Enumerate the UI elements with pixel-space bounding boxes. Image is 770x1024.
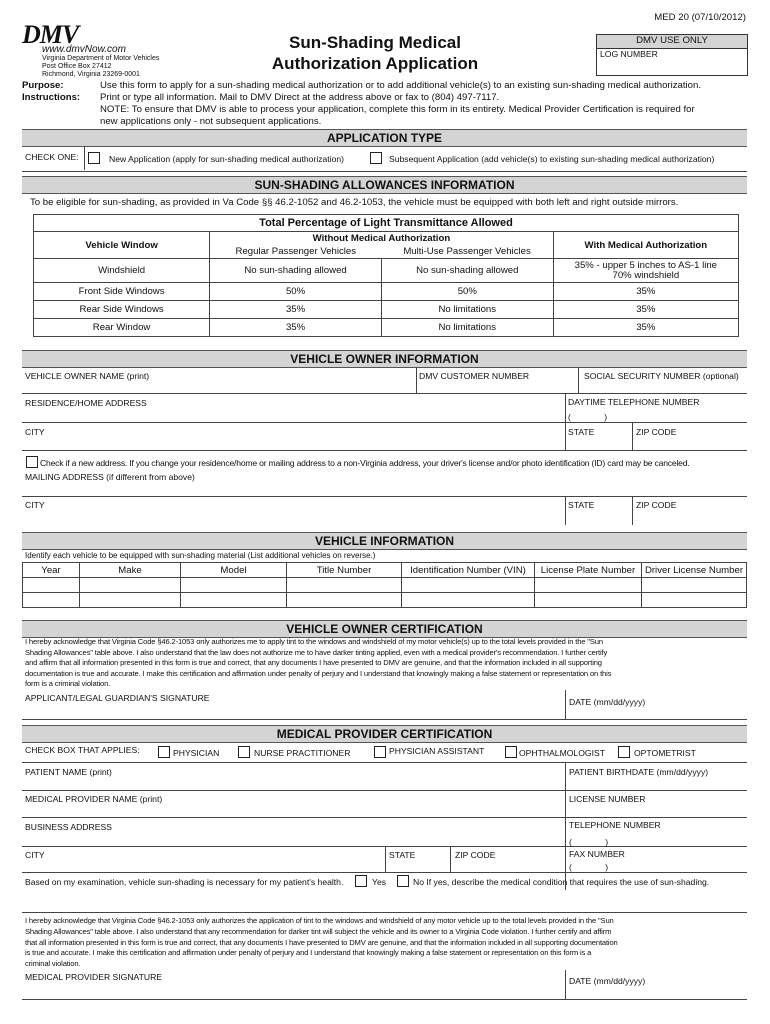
license-number-label: LICENSE NUMBER: [569, 794, 646, 804]
medical-cert-line: that all information presented in this form is true and correct, that any documents I have presented to DMV are genuine, and that the information included in all supporting documentation: [25, 937, 618, 947]
row-with: 35%: [553, 319, 738, 337]
col-model: Model: [181, 563, 287, 578]
instructions-text: Print or type all information. Mail to DMV Direct at the address above or fax to (804) 497-7117.: [100, 92, 500, 103]
log-number-label: LOG NUMBER: [600, 49, 658, 59]
medical-cert-line: criminal violation.: [25, 959, 81, 969]
row-regular: 35%: [210, 319, 382, 337]
provider-date-label: DATE (mm/dd/yyyy): [569, 976, 646, 986]
owner-cert-line: documentation is true and accurate. I make this certification and affirmation under penalty of perjury and I understand that knowingly making a false statement or representation on this: [25, 668, 612, 678]
owner-cert-line: form is a criminal violation.: [25, 679, 111, 689]
physician-assistant-checkbox[interactable]: [374, 746, 386, 758]
col-license-plate: License Plate Number: [535, 563, 642, 578]
row-regular: 50%: [210, 283, 382, 301]
residence-address-label: RESIDENCE/HOME ADDRESS: [25, 398, 147, 408]
state-label: STATE: [568, 427, 595, 437]
row-with-line2: 70% windshield: [612, 269, 680, 281]
agency-name: Virginia Department of Motor Vehicles: [42, 55, 160, 62]
customer-number-label: DMV CUSTOMER NUMBER: [419, 371, 530, 381]
allowances-table: [33, 214, 739, 337]
provider-name-label: MEDICAL PROVIDER NAME (print): [25, 794, 163, 804]
provider-city-label: CITY: [25, 850, 45, 860]
ophthalmologist-label: OPHTHALMOLOGIST: [519, 748, 605, 758]
patient-birthdate-label: PATIENT BIRTHDATE (mm/dd/yyyy): [569, 767, 709, 777]
row-window: Front Side Windows: [34, 283, 210, 301]
agency-address-line1: Post Office Box 27412: [42, 63, 112, 70]
table-row: [34, 301, 739, 319]
allowances-intro: To be eligible for sun-shading, as provided in Va Code §§ 46.2-1052 and 46.2-1053, the vehicle must be equipped with both left and right outside mirrors.: [30, 197, 679, 208]
col-regular-passenger: Regular Passenger Vehicles: [210, 245, 382, 259]
medical-cert-line: is true and accurate. I make this certification and affirmation under penalty of perjury and I understand that knowingly making a false statement or representation on this form is a: [25, 948, 592, 958]
ophthalmologist-checkbox[interactable]: [505, 746, 517, 758]
patient-name-label: PATIENT NAME (print): [25, 767, 112, 777]
row-with: 35%: [553, 283, 738, 301]
daytime-phone-parens[interactable]: ( ): [568, 412, 608, 422]
physician-checkbox[interactable]: [158, 746, 170, 758]
row-window: Rear Side Windows: [34, 301, 210, 319]
check-box-applies-label: CHECK BOX THAT APPLIES:: [25, 745, 140, 755]
vehicle-row[interactable]: [23, 578, 747, 593]
physician-label: PHYSICIAN: [173, 748, 220, 758]
check-one-label: CHECK ONE:: [25, 152, 79, 162]
telephone-label: TELEPHONE NUMBER: [569, 820, 661, 830]
owner-info-header: VEHICLE OWNER INFORMATION: [22, 350, 747, 368]
owner-cert-line: I hereby acknowledge that Virginia Code §46.2-1053 only authorizes me to apply tint to the windows and windshield of my motor vehicle(s) up to the total levels provided in the "Sun: [25, 637, 603, 646]
dmv-logo-mark: DMV: [22, 20, 79, 49]
provider-signature-label: MEDICAL PROVIDER SIGNATURE: [25, 972, 163, 982]
row-multi: No limitations: [381, 319, 553, 337]
row-with-line1: 35% - upper 5 inches to AS-1 line: [574, 259, 718, 271]
title-line2: Authorization Application: [271, 54, 479, 73]
nurse-practitioner-checkbox[interactable]: [238, 746, 250, 758]
col-with-authorization: With Medical Authorization: [553, 232, 738, 259]
owner-name-input[interactable]: [22, 367, 726, 393]
col-title-number: Title Number: [287, 563, 402, 578]
fax-label: FAX NUMBER: [569, 849, 625, 859]
applicant-date-label: DATE (mm/dd/yyyy): [569, 697, 646, 707]
col-without-authorization: Without Medical Authorization: [210, 232, 553, 246]
no-checkbox[interactable]: [397, 875, 409, 887]
provider-zip-label: ZIP CODE: [455, 850, 496, 860]
row-multi: No limitations: [381, 301, 553, 319]
row-multi: No sun-shading allowed: [381, 259, 553, 283]
allowances-table-title: Total Percentage of Light Transmittance Allowed: [34, 215, 739, 232]
mailing-city-label: CITY: [25, 500, 45, 510]
medical-cert-line: Shading Allowances" table above. I also understand that any recommendation for darker tint will subject the vehicle and its owner to a Virginia Code violation. I further certify and affirm: [25, 926, 612, 936]
note-line2: new applications only - not subsequent applications.: [100, 116, 322, 127]
vehicle-table: [22, 562, 747, 608]
owner-cert-text: [25, 637, 750, 690]
dmv-use-only-box: [596, 34, 748, 76]
row-with: [553, 259, 738, 283]
medical-cert-text: [25, 916, 750, 970]
form-number: MED 20 (07/10/2012): [654, 12, 746, 23]
purpose-text: Use this form to apply for a sun-shading medical authorization or to add additional vehicle(s) to an existing sun-shading medical authorization.: [100, 80, 702, 91]
note-line1: NOTE: To ensure that DMV is able to process your application, complete this form in its entirety. Medical Provider Certification is required for: [100, 104, 695, 115]
nurse-practitioner-label: NURSE PRACTITIONER: [254, 748, 351, 758]
mailing-state-label: STATE: [568, 500, 595, 510]
owner-cert-header: VEHICLE OWNER CERTIFICATION: [22, 620, 747, 638]
row-with: 35%: [553, 301, 738, 319]
col-multi-use-passenger: Multi-Use Passenger Vehicles: [381, 245, 553, 259]
yes-label: Yes: [372, 877, 387, 887]
vehicle-row[interactable]: [23, 593, 747, 608]
provider-signature-field[interactable]: [22, 984, 562, 998]
telephone-parens[interactable]: ( ): [569, 837, 609, 847]
vehicle-info-intro: Identify each vehicle to be equipped with sun-shading material (List additional vehicles on reverse.): [25, 551, 376, 560]
daytime-phone-label: DAYTIME TELEPHONE NUMBER: [568, 397, 700, 407]
dmv-website: www.dmvNow.com: [42, 44, 126, 55]
provider-state-label: STATE: [389, 850, 416, 860]
owner-cert-line: and affirm that all information presented in this form is true and correct, that any documents I have presented to DMV are genuine, and that the information included in all supporting: [25, 658, 602, 668]
row-regular: No sun-shading allowed: [210, 259, 382, 283]
col-vehicle-window: Vehicle Window: [34, 232, 210, 259]
row-window: Rear Window: [34, 319, 210, 337]
row-multi: 50%: [381, 283, 553, 301]
zip-label: ZIP CODE: [636, 427, 677, 437]
table-row: [34, 319, 739, 337]
medical-cert-header: MEDICAL PROVIDER CERTIFICATION: [22, 725, 747, 743]
mailing-address-label: MAILING ADDRESS (if different from above): [25, 472, 195, 482]
optometrist-checkbox[interactable]: [618, 746, 630, 758]
ssn-label: SOCIAL SECURITY NUMBER (optional): [584, 371, 739, 381]
business-address-label: BUSINESS ADDRESS: [25, 822, 112, 832]
no-label: No If yes, describe the medical condition that requires the use of sun-shading.: [413, 877, 710, 887]
application-type-header: APPLICATION TYPE: [22, 129, 747, 147]
form-title: [230, 32, 520, 74]
applicant-signature-label: APPLICANT/LEGAL GUARDIAN'S SIGNATURE: [25, 693, 210, 703]
medical-cert-line: I hereby acknowledge that Virginia Code §46.2-1053 only authorizes the application of tint to the windows and windshield of any motor vehicle up to the total levels provided in the "Sun: [25, 916, 614, 925]
owner-name-label: VEHICLE OWNER NAME (print): [25, 371, 150, 381]
owner-cert-line: Shading Allowances" table above. I also understand that the law does not authorize me to have darker tinting applied, even with a medical provider's recommendation. I further certify: [25, 647, 608, 657]
table-row: [34, 259, 739, 283]
mailing-zip-label: ZIP CODE: [636, 500, 677, 510]
allowances-header: SUN-SHADING ALLOWANCES INFORMATION: [22, 176, 747, 194]
yes-checkbox[interactable]: [355, 875, 367, 887]
city-label: CITY: [25, 427, 45, 437]
physician-assistant-label: PHYSICIAN ASSISTANT: [389, 746, 485, 756]
col-make: Make: [80, 563, 181, 578]
dmv-logo: [22, 22, 182, 82]
purpose-label: Purpose:: [22, 80, 64, 91]
new-address-label: Check if a new address. If you change your residence/home or mailing address to a non-Virginia address, your driver's license and/or photo identification (ID) card may be canceled.: [40, 458, 690, 468]
col-vin: Identification Number (VIN): [402, 563, 535, 578]
new-application-checkbox[interactable]: [88, 152, 100, 164]
medical-condition-field[interactable]: [22, 890, 747, 912]
row-regular: 35%: [210, 301, 382, 319]
optometrist-label: OPTOMETRIST: [634, 748, 696, 758]
new-address-checkbox[interactable]: [26, 456, 38, 468]
exam-text: Based on my examination, vehicle sun-shading is necessary for my patient's health.: [25, 877, 344, 887]
new-application-label: New Application (apply for sun-shading medical authorization): [109, 154, 345, 164]
col-driver-license: Driver License Number: [642, 563, 747, 578]
dmv-use-only-title: DMV USE ONLY: [597, 35, 747, 49]
table-row: [34, 283, 739, 301]
vehicle-info-header: VEHICLE INFORMATION: [22, 532, 747, 550]
fax-parens[interactable]: ( ): [569, 862, 609, 872]
subsequent-application-checkbox[interactable]: [370, 152, 382, 164]
agency-address-line2: Richmond, Virginia 23269-0001: [42, 71, 140, 78]
col-year: Year: [23, 563, 80, 578]
subsequent-application-label: Subsequent Application (add vehicle(s) to existing sun-shading medical authorization): [389, 154, 715, 164]
row-window: Windshield: [34, 259, 210, 283]
title-line1: Sun-Shading Medical: [289, 33, 461, 52]
instructions-label: Instructions:: [22, 92, 81, 103]
applicant-signature-field[interactable]: [22, 705, 562, 719]
